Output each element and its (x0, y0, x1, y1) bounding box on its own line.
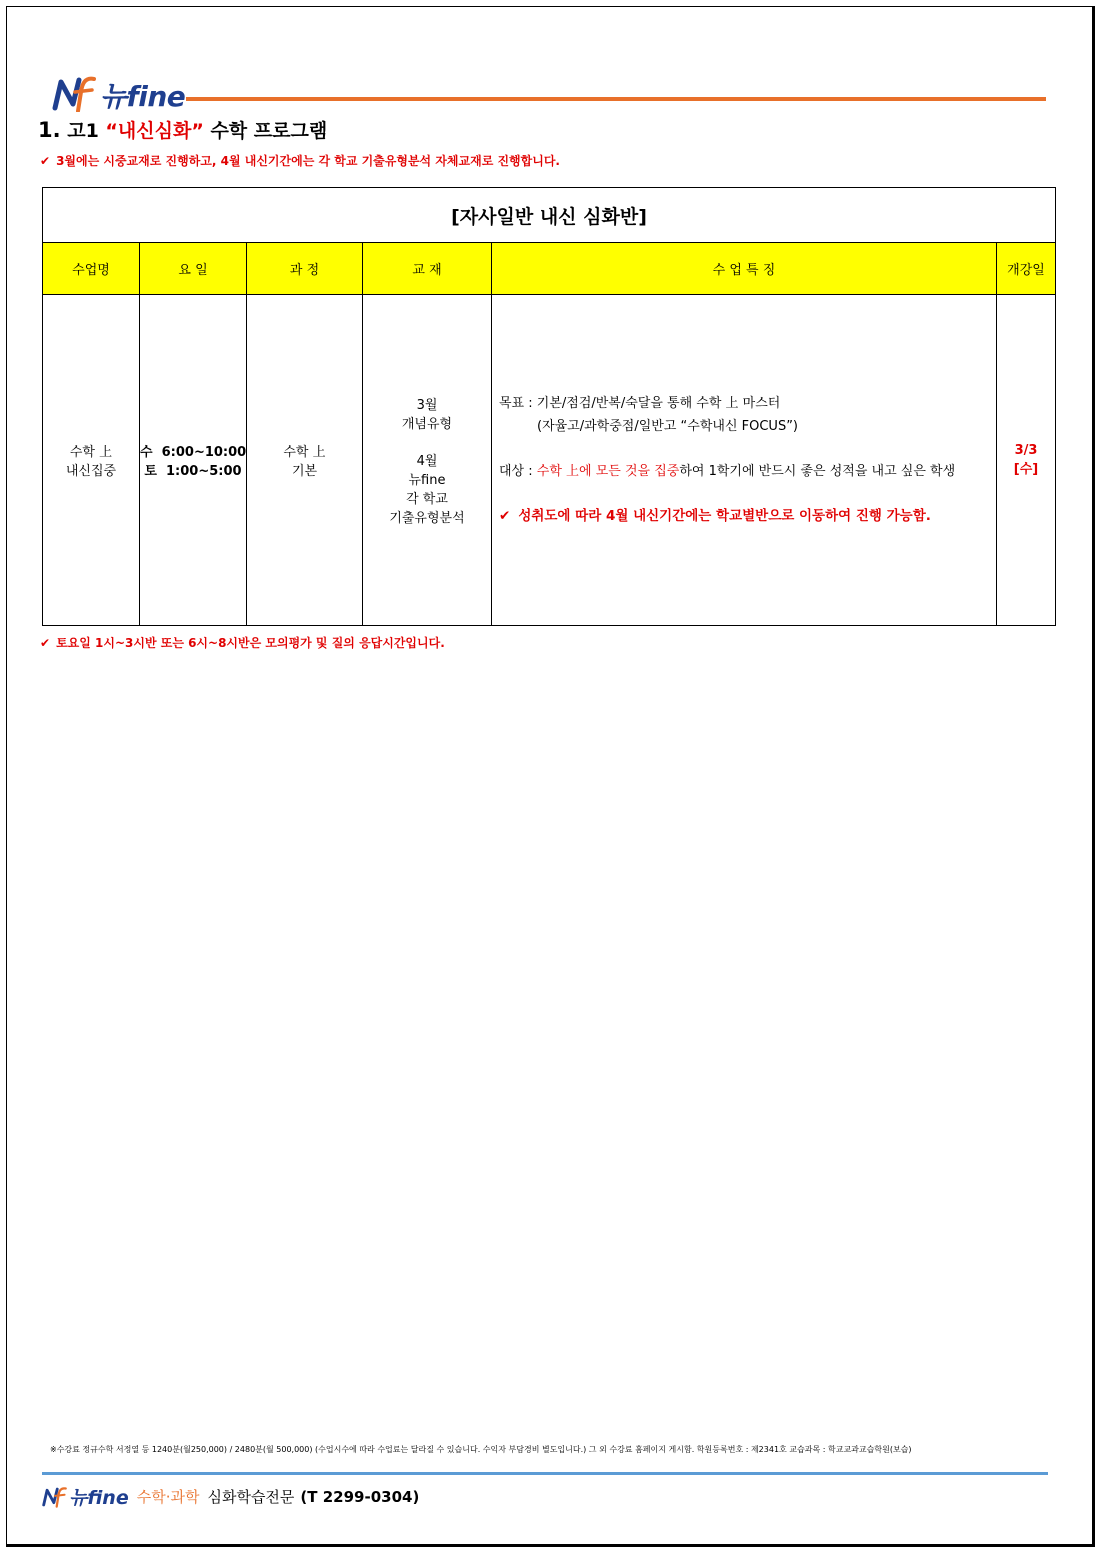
features-cell (492, 295, 997, 626)
page-title (38, 116, 327, 143)
header-rule (186, 97, 1046, 101)
title-number: 1. (38, 118, 61, 142)
table-header-row (43, 243, 1056, 295)
footer-phone: (T 2299-0304) (300, 1487, 420, 1506)
textbook-cell (363, 295, 492, 626)
brand-logo (52, 76, 185, 112)
target-line (499, 460, 996, 483)
class-name-line: 수학 上 (69, 445, 113, 460)
textbook-spacer (363, 432, 491, 450)
nf-logo-icon (42, 1486, 68, 1508)
open-date-line: 3/3 (1014, 443, 1038, 458)
target-highlight: 수학 上에 모든 것을 집중 (536, 464, 680, 479)
notice-line (499, 505, 996, 528)
textbook-line: 개념유형 (401, 417, 453, 432)
title-highlight: “내신심화” (105, 120, 204, 142)
check-icon: ✔ (499, 508, 511, 524)
footer-subjects: 수학·과학 (136, 1488, 200, 1506)
footer (42, 1483, 419, 1510)
program-table (42, 187, 1056, 626)
title-prefix: 고1 (67, 120, 99, 142)
goal-line: 목표 : 기본/점검/반복/숙달을 통해 수학 上 마스터 (499, 396, 781, 411)
header-open-date: 개강일 (997, 243, 1056, 295)
footer-specialty: 심화학습전문 (207, 1488, 295, 1506)
course-line: 수학 上 (283, 445, 326, 460)
header-class-name: 수업명 (43, 243, 140, 295)
textbook-line: 기출유형분석 (389, 511, 465, 526)
logo-text: 뉴fine (100, 80, 186, 113)
top-note (40, 152, 560, 169)
bottom-note-text: 토요일 1시~3시반 또는 6시~8시반은 모의평가 및 질의 응답시간입니다. (56, 636, 445, 650)
nf-logo-icon (52, 76, 98, 112)
header-textbook: 교 재 (363, 243, 492, 295)
days-line: 수 6:00~10:00 (140, 445, 247, 460)
textbook-line: 3월 (416, 398, 438, 413)
open-date-cell (997, 295, 1056, 626)
goal-sub-line: (자율고/과학중점/일반고 “수학내신 FOCUS”) (537, 419, 799, 434)
top-note-text: 3월에는 시중교재로 진행하고, 4월 내신기간에는 각 학교 기출유형분석 자체교재로 진행합니다. (56, 154, 560, 168)
days-cell (140, 295, 247, 626)
notice-text: 성취도에 따라 4월 내신기간에는 학교별반으로 이동하여 진행 가능함. (518, 508, 931, 524)
textbook-line: 4월 (416, 454, 438, 469)
header-features: 수 업 특 징 (492, 243, 997, 295)
fine-print: ※수강료 정규수학 서정열 등 1240분(월250,000) / 2480분(월 500,000) (수업시수에 따라 수업료는 달라질 수 있습니다. 수익자 부담경비 별도입니다.) 그 외 수강료 홈페이지 게시함. 학원등록번호 : 제2341호 교습과목 : 학교교과교습학원(보습) (50, 1445, 912, 1454)
class-name-line: 내신집중 (65, 464, 117, 479)
title-suffix: 수학 프로그램 (210, 120, 328, 142)
header-days: 요 일 (140, 243, 247, 295)
table-caption: [자사일반 내신 심화반] (43, 188, 1056, 243)
target-suffix: 하여 1학기에 반드시 좋은 성적을 내고 싶은 학생 (679, 464, 956, 479)
open-date-line: [수] (1013, 462, 1039, 477)
header-course: 과 정 (247, 243, 363, 295)
table-row (43, 295, 1056, 626)
course-cell (247, 295, 363, 626)
footer-logo-text: 뉴fine (69, 1487, 129, 1509)
textbook-line: 뉴fine (408, 473, 446, 488)
target-prefix: 대상 : (499, 464, 537, 479)
check-icon: ✔ (40, 154, 51, 168)
class-name-cell (43, 295, 140, 626)
check-icon: ✔ (40, 636, 51, 650)
days-line: 토 1:00~5:00 (144, 464, 242, 479)
course-line: 기본 (291, 464, 318, 479)
bottom-note (40, 634, 445, 651)
textbook-line: 각 학교 (406, 492, 448, 507)
footer-rule (42, 1472, 1048, 1475)
